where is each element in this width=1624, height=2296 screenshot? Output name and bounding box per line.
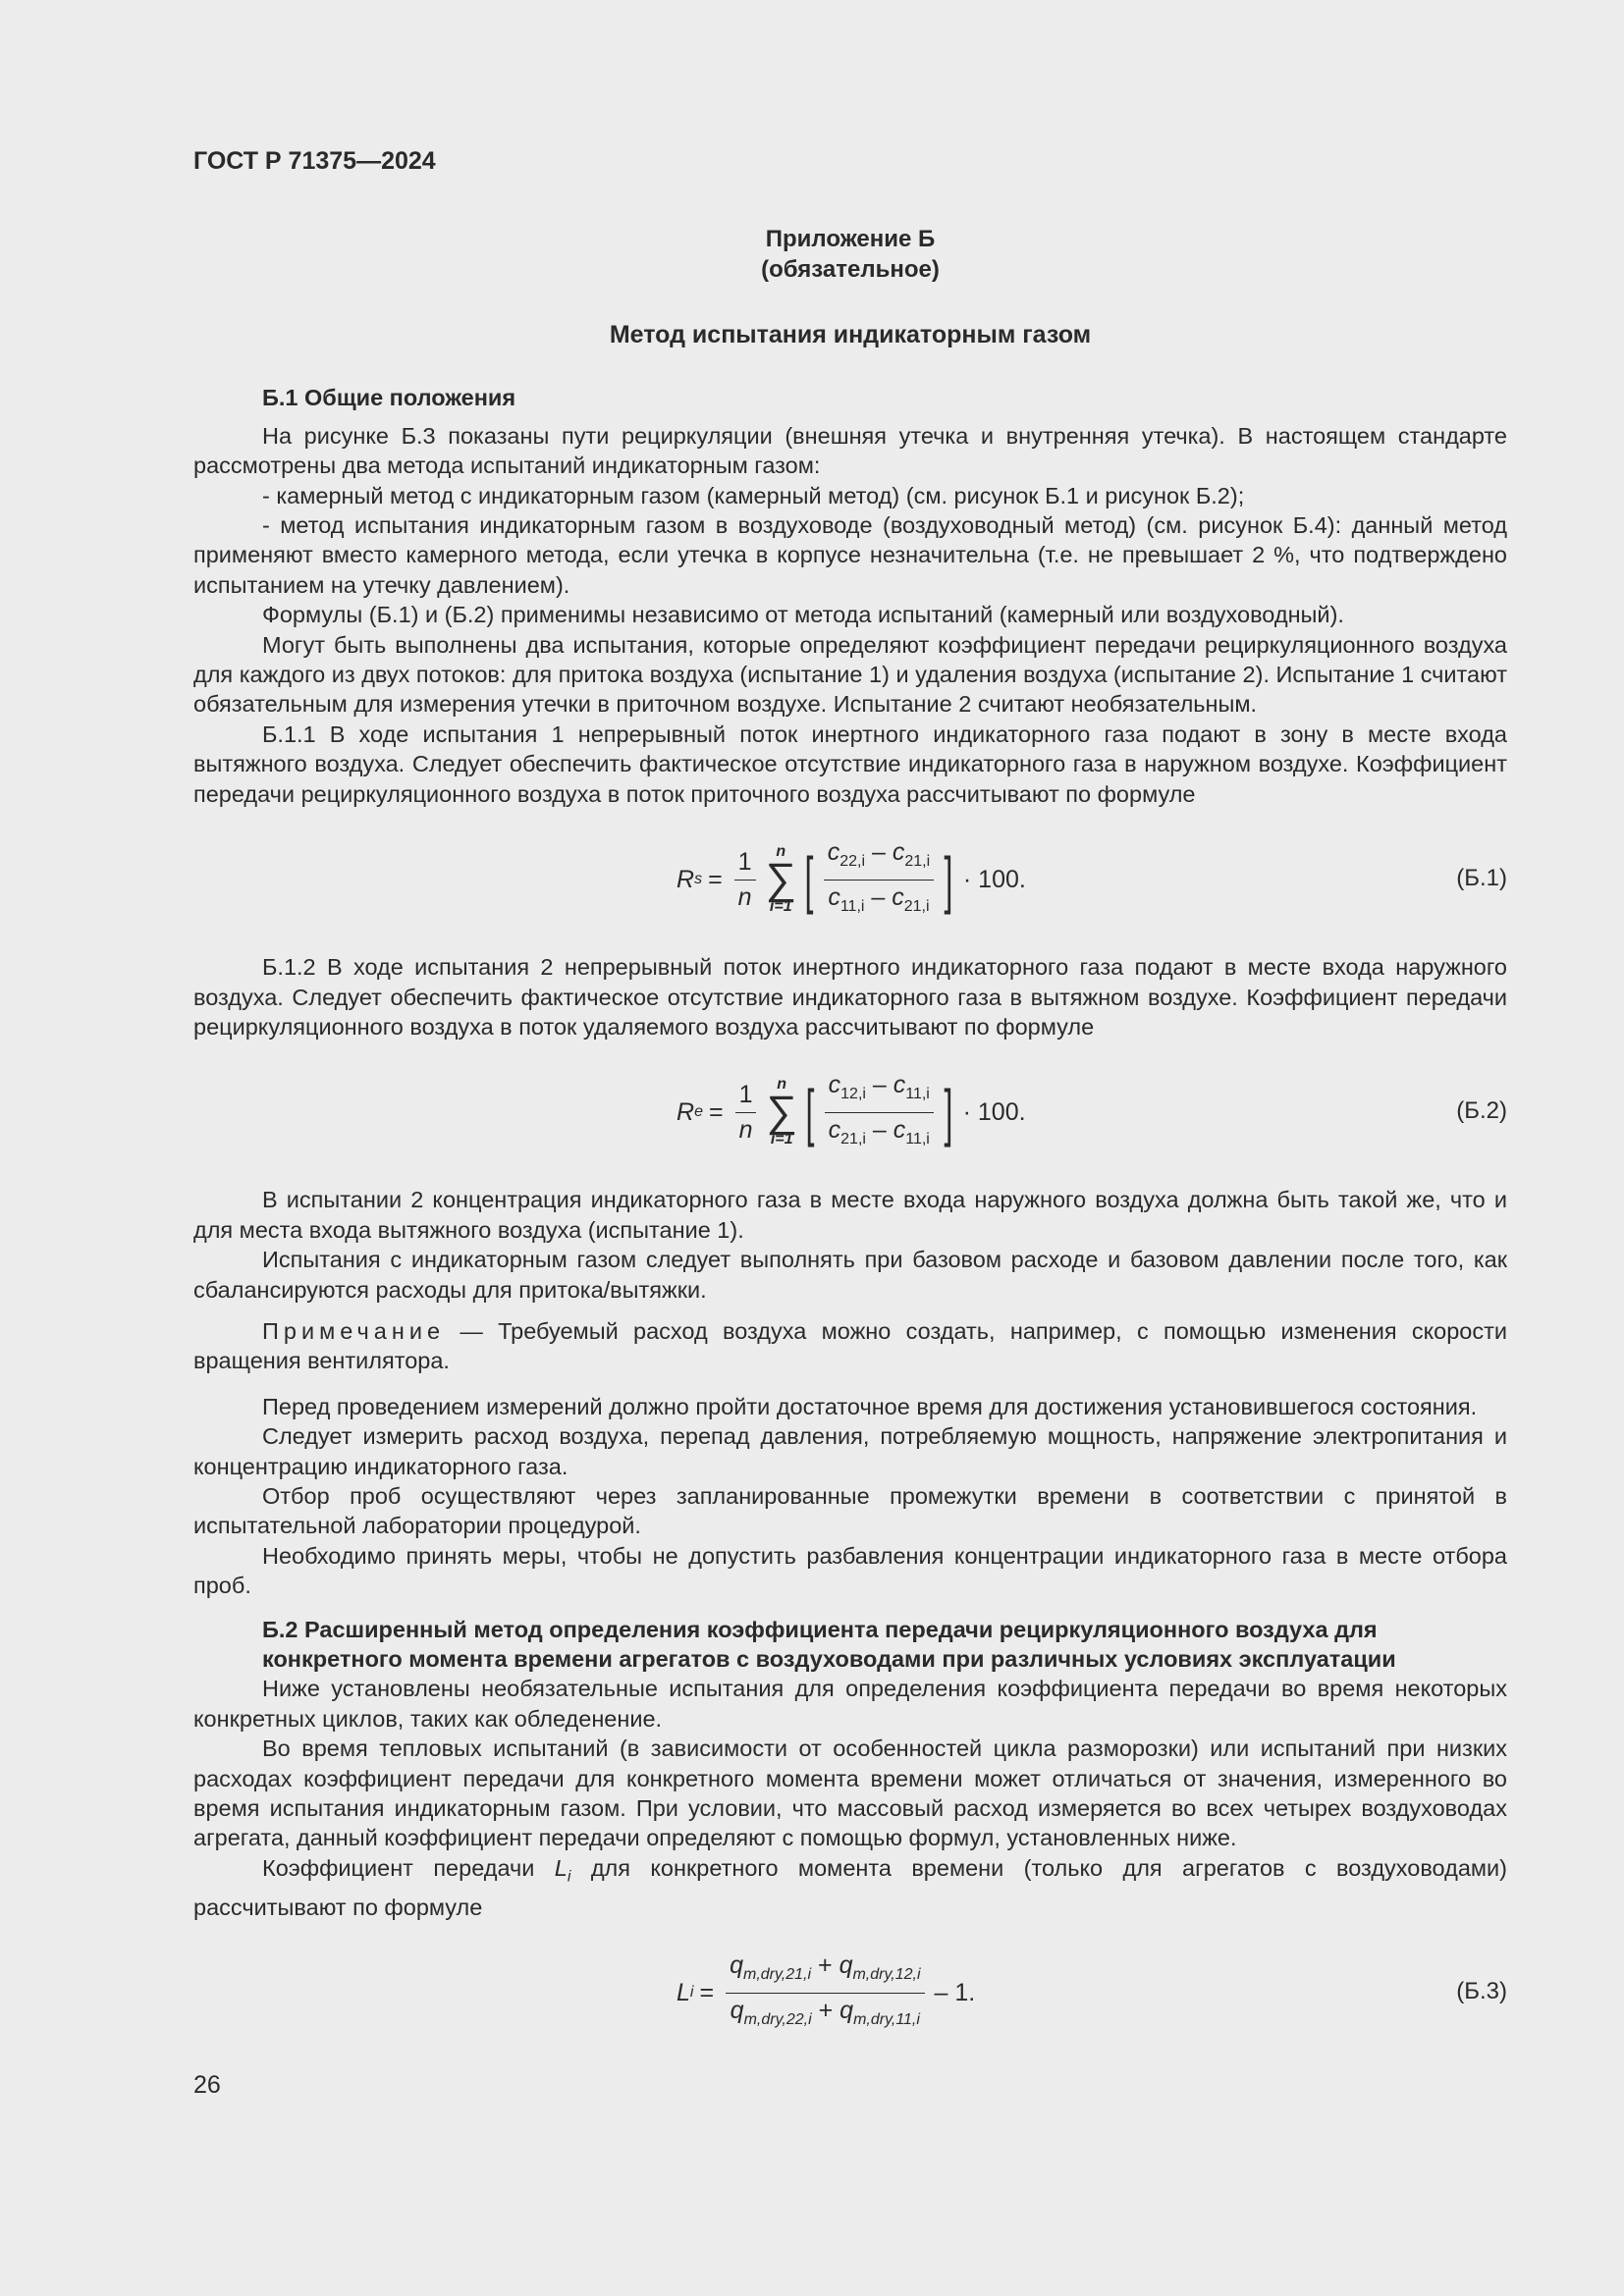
formula-number: (Б.3) xyxy=(1456,1978,1507,2005)
paragraph: На рисунке Б.3 показаны пути рециркуляции (внешняя утечка и внутренняя утечка). В настоящем стандарте рассмотрены два метода испытаний индикаторным газом: xyxy=(193,422,1507,479)
paragraph: Формулы (Б.1) и (Б.2) применимы независимо от метода испытаний (камерный или воздуховодный). xyxy=(262,602,1344,628)
right-bracket: ] xyxy=(944,844,953,916)
appendix-title: Приложение Б xyxy=(765,226,936,252)
summation-sign xyxy=(766,1077,796,1148)
note xyxy=(193,1316,1507,1376)
note-label: Примечание xyxy=(262,1317,446,1344)
formula-number: (Б.1) xyxy=(1456,865,1507,892)
paragraph: Б.1.2 В ходе испытания 2 непрерывный поток инертного индикаторного газа подают в месте входа наружного воздуха. Следует обеспечить фактическое отсутствие индикаторного газа в вытяжном воздухе. Коэффициент передачи рециркуляционного воздуха в поток удаляемого воздуха рассчитывают по формуле xyxy=(193,954,1507,1040)
paragraph: Испытания с индикаторным газом следует выполнять при базовом расходе и базовом давлении после того, как сбалансируются расходы для притока/вытяжки. xyxy=(193,1247,1507,1303)
paragraph: Могут быть выполнены два испытания, которые определяют коэффициент передачи рециркуляционного воздуха для каждого из двух потоков: для притока воздуха (испытание 1) и удаления воздуха (испытание 2). Испытание 1 считают обязательным для измерения утечки в приточном воздухе. Испытание 2 считают необязательным. xyxy=(193,631,1507,718)
page-number: 26 xyxy=(193,2071,221,2099)
concentration-fraction xyxy=(824,837,934,922)
section-heading: Б.2 Расширенный метод определения коэффициента передачи рециркуляционного воздуха для конкретного момента времени агрегатов с воздуховодами при различных условиях эксплуатации xyxy=(262,1616,1396,1672)
formula-lhs-subscript: s xyxy=(694,870,703,887)
concentration-fraction xyxy=(825,1070,934,1154)
paragraph: В испытании 2 концентрация индикаторного газа в месте входа наружного воздуха должна быть такой же, что и для места входа вытяжного воздуха (испытание 1). xyxy=(193,1187,1507,1243)
fraction-denominator: $c_{11,i} - c_{21,i}$ xyxy=(828,882,930,915)
fraction-denominator: $q_{m,dry,22,i} + q_{m,dry,11,i}$ xyxy=(730,1996,920,2028)
paragraph: Следует измерить расход воздуха, перепад давления, потребляемую мощность, напряжение электропитания и концентрацию индикаторного газа. xyxy=(193,1423,1507,1479)
left-bracket: [ xyxy=(804,844,814,916)
paragraph: Коэффициент передачи $L_i$ для конкретного момента времени (только для агрегатов с воздуховодами) рассчитывают по формуле xyxy=(193,1854,1507,1920)
formula-lhs: L xyxy=(677,1979,690,2007)
formula-lhs-subscript: i xyxy=(689,1984,694,2002)
formula-expression xyxy=(677,1069,1026,1155)
sum-upper-limit: n xyxy=(777,1076,787,1094)
fraction-denominator: n xyxy=(738,1115,753,1144)
fraction-numerator: 1 xyxy=(735,1080,757,1112)
fraction-1-over-n xyxy=(735,1080,757,1145)
formula-expression xyxy=(677,836,1026,923)
sum-upper-limit: n xyxy=(776,843,786,861)
formula-tail: · 100. xyxy=(962,865,1026,893)
paragraph: Ниже установлены необязательные испытания для определения коэффициента передачи во время некоторых конкретных циклов, таких как обледенение. xyxy=(193,1676,1507,1732)
formula-lhs: R xyxy=(677,1098,695,1127)
formula-b1 xyxy=(193,832,1507,927)
equals-sign: = xyxy=(708,1098,724,1127)
paragraph: Во время тепловых испытаний (в зависимости от особенностей цикла разморозки) или испытаний при низких расходах коэффициент передачи для конкретного момента времени может отличаться от значения, измеренного во время испытания индикаторным газом. При условии, что массовый расход измеряется во всех четырех воздуховодах агрегата, данный коэффициент передачи определяют с помощью формул, установленных ниже. xyxy=(193,1735,1507,1851)
paragraph: Отбор проб осуществляют через запланированные промежутки времени в соответствии с принятой в испытательной лаборатории процедурой. xyxy=(193,1482,1507,1539)
sum-lower-limit: i=1 xyxy=(769,898,792,916)
mass-flow-fraction xyxy=(726,1950,924,2035)
formula-tail: – 1. xyxy=(934,1979,976,2007)
paragraph: Перед проведением измерений должно пройти достаточное время для достижения установившегося состояния. xyxy=(262,1393,1478,1419)
sum-lower-limit: i=1 xyxy=(770,1131,793,1148)
document-header: ГОСТ Р 71375—2024 xyxy=(193,147,436,175)
equals-sign: = xyxy=(708,865,723,893)
fraction-numerator: 1 xyxy=(734,847,756,880)
fraction-denominator: $c_{21,i} - c_{11,i}$ xyxy=(828,1115,930,1148)
fraction-denominator: n xyxy=(737,882,752,911)
list-item: - метод испытания индикаторным газом в воздуховоде (воздуховодный метод) (см. рисунок Б.4): данный метод применяют вместо камерного метода, если утечка в корпусе незначительна (т.е. не превышает 2 %, что подтверждено испытанием на утечку давлением). xyxy=(193,512,1507,598)
formula-b3 xyxy=(193,1946,1507,2040)
right-bracket: ] xyxy=(944,1077,953,1148)
fraction-numerator: $c_{12,i} - c_{11,i}$ xyxy=(825,1070,934,1112)
section-heading: Б.1 Общие положения xyxy=(262,385,516,411)
sigma-glyph: ∑ xyxy=(766,1088,797,1137)
appendix-status: (обязательное) xyxy=(761,256,940,283)
equals-sign: = xyxy=(699,1979,715,2007)
fraction-1-over-n xyxy=(734,847,756,912)
formula-expression xyxy=(677,1949,975,2036)
paragraph: Б.1.1 В ходе испытания 1 непрерывный поток инертного индикаторного газа подают в зону в месте входа вытяжного воздуха. Следует обеспечить фактическое отсутствие индикаторного газа в наружном воздухе. Коэффициент передачи рециркуляционного воздуха в поток приточного воздуха рассчитывают по формуле xyxy=(193,721,1507,807)
page-content xyxy=(193,224,1507,2065)
formula-lhs: R xyxy=(677,865,695,893)
sigma-glyph: ∑ xyxy=(765,855,796,904)
note-text: — Требуемый расход воздуха можно создать, например, с помощью изменения скорости вращения вентилятора. xyxy=(193,1317,1507,1374)
fraction-numerator: $c_{22,i} - c_{21,i}$ xyxy=(824,837,934,880)
summation-sign xyxy=(766,844,796,915)
method-title: Метод испытания индикаторным газом xyxy=(609,321,1092,348)
formula-b2 xyxy=(193,1065,1507,1159)
left-bracket: [ xyxy=(805,1077,815,1148)
fraction-numerator: $q_{m,dry,21,i} + q_{m,dry,12,i}$ xyxy=(726,1950,924,1993)
inline-variable: L xyxy=(554,1854,568,1881)
formula-number: (Б.2) xyxy=(1456,1097,1507,1125)
formula-lhs-subscript: e xyxy=(694,1103,703,1121)
appendix-heading xyxy=(193,224,1507,285)
list-item: - камерный метод с индикаторным газом (камерный метод) (см. рисунок Б.1 и рисунок Б.2); xyxy=(262,482,1245,508)
paragraph: Необходимо принять меры, чтобы не допустить разбавления концентрации индикаторного газа в месте отбора проб. xyxy=(193,1542,1507,1599)
formula-tail: · 100. xyxy=(962,1098,1026,1127)
